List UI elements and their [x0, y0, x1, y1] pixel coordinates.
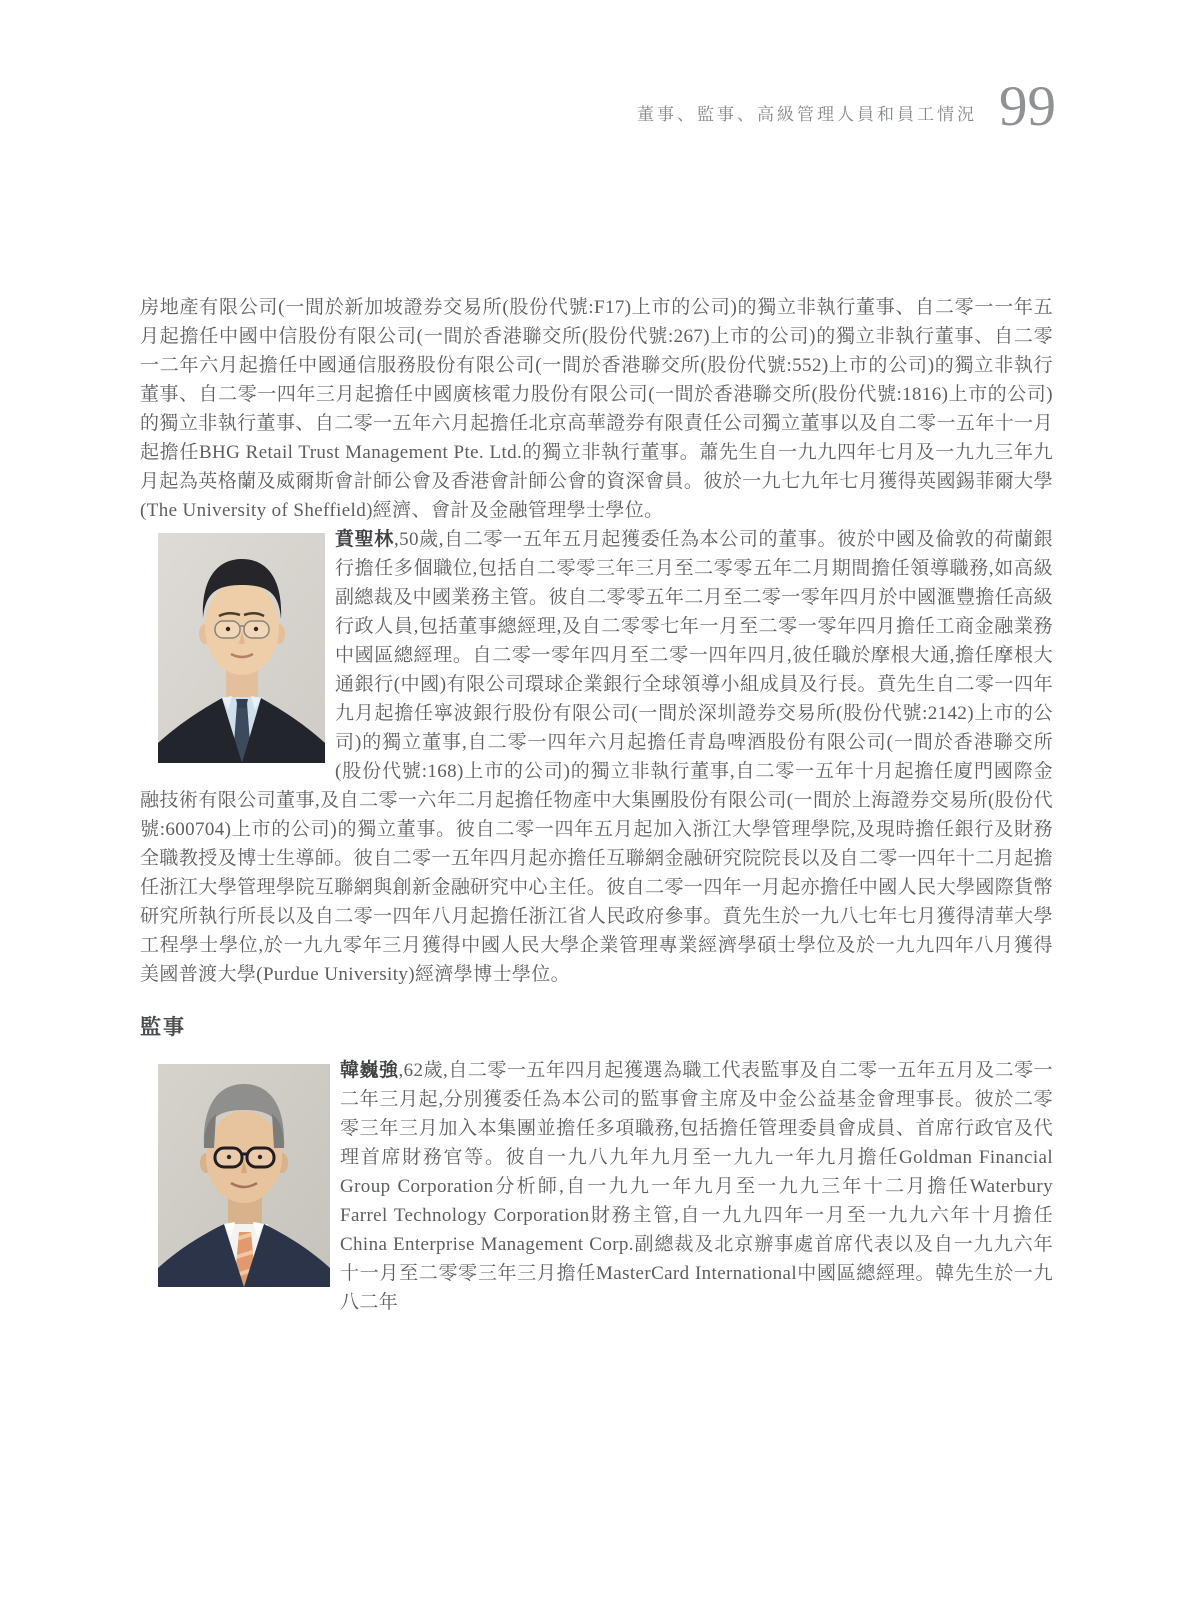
- supervisor-profile: [140, 1056, 1053, 1317]
- supervisor-bio: ,62歲,自二零一五年四月起獲選為職工代表監事及自二零一五年五月及二零一二年三月起,分別獲委任為本公司的監事會主席及中金公益基金會理事長。彼於二零零三年三月加入本集團並擔任多項職務,包括擔任管理委員會成員、首席行政官及代理首席財務官等。彼自一九八九年九月至一九九一年九月擔任Goldman Financial Group Corporation分析師,自一九九一年九月至一九九三年十二月擔任Waterbury Farrel Technology Corporation財務主管,自一九九四年一月至一九九六年十月擔任China Enterprise Management Corp.副總裁及北京辦事處首席代表以及自一九九六年十一月至二零零三年三月擔任MasterCard International中國區總經理。韓先生於一九八二年: [340, 1060, 1053, 1313]
- director-portrait-photo: [158, 533, 325, 763]
- director-profile: [140, 525, 1053, 989]
- page-number: 99: [999, 75, 1056, 138]
- page-content: [140, 293, 1053, 1317]
- supervisor-name: 韓巍強: [340, 1060, 399, 1081]
- director-bio: ,50歲,自二零一五年五月起獲委任為本公司的董事。彼於中國及倫敦的荷蘭銀行擔任多個職位,包括自二零零三年三月至二零零五年二月期間擔任領導職務,如高級副總裁及中國業務主管。彼自二零零五年二月至二零一零年四月於中國滙豐擔任高級行政人員,包括董事總經理,及自二零零七年一月至二零一零年四月擔任工商金融業務中國區總經理。自二零一零年四月至二零一四年四月,彼任職於摩根大通,擔任摩根大通銀行(中國)有限公司環球企業銀行全球領導小組成員及行長。賁先生自二零一四年九月起擔任寧波銀行股份有限公司(一間於深圳證券交易所(股份代號:2142)上市的公司)的獨立董事,自二零一四年六月起擔任青島啤酒股份有限公司(一間於香港聯交所(股份代號:168)上市的公司)的獨立非執行董事,自二零一五年十月起擔任廈門國際金融技術有限公司董事,及自二零一六年二月起擔任物產中大集團股份有限公司(一間於上海證券交易所(股份代號:600704)上市的公司)的獨立董事。彼自二零一四年五月起加入浙江大學管理學院,及現時擔任銀行及財務全職教授及博士生導師。彼自二零一五年四月起亦擔任互聯網金融研究院院長以及自二零一四年十二月起擔任浙江大學管理學院互聯網與創新金融研究中心主任。彼自二零一四年一月起亦擔任中國人民大學國際貨幣研究所執行所長以及自二零一四年八月起擔任浙江省人民政府參事。賁先生於一九八七年七月獲得清華大學工程學士學位,於一九九零年三月獲得中國人民大學企業管理專業經濟學碩士學位及於一九九四年八月獲得美國普渡大學(Purdue University)經濟學博士學位。: [140, 529, 1054, 985]
- intro-paragraph: 房地產有限公司(一間於新加坡證券交易所(股份代號:F17)上市的公司)的獨立非執行董事、自二零一一年五月起擔任中國中信股份有限公司(一間於香港聯交所(股份代號:267)上市的公司)的獨立非執行董事、自二零一二年六月起擔任中國通信服務股份有限公司(一間於香港聯交所(股份代號:552)上市的公司)的獨立非執行董事、自二零一四年三月起擔任中國廣核電力股份有限公司(一間於香港聯交所(股份代號:1816)上市的公司)的獨立非執行董事、自二零一五年六月起擔任北京高華證券有限責任公司獨立董事以及自二零一五年十一月起擔任BHG Retail Trust Management Pte. Ltd.的獨立非執行董事。蕭先生自一九九四年七月及一九九三年九月起為英格蘭及威爾斯會計師公會及香港會計師公會的資深會員。彼於一九七九年七月獲得英國錫菲爾大學(The University of Sheffield)經濟、會計及金融管理學士學位。: [140, 297, 1053, 521]
- chapter-title: 董事、監事、高級管理人員和員工情況: [637, 105, 977, 124]
- supervisors-section-heading: 監事: [140, 1015, 186, 1039]
- page-header: [637, 75, 1056, 138]
- director-name: 賁聖林: [335, 529, 394, 550]
- supervisor-portrait-photo: [158, 1064, 330, 1287]
